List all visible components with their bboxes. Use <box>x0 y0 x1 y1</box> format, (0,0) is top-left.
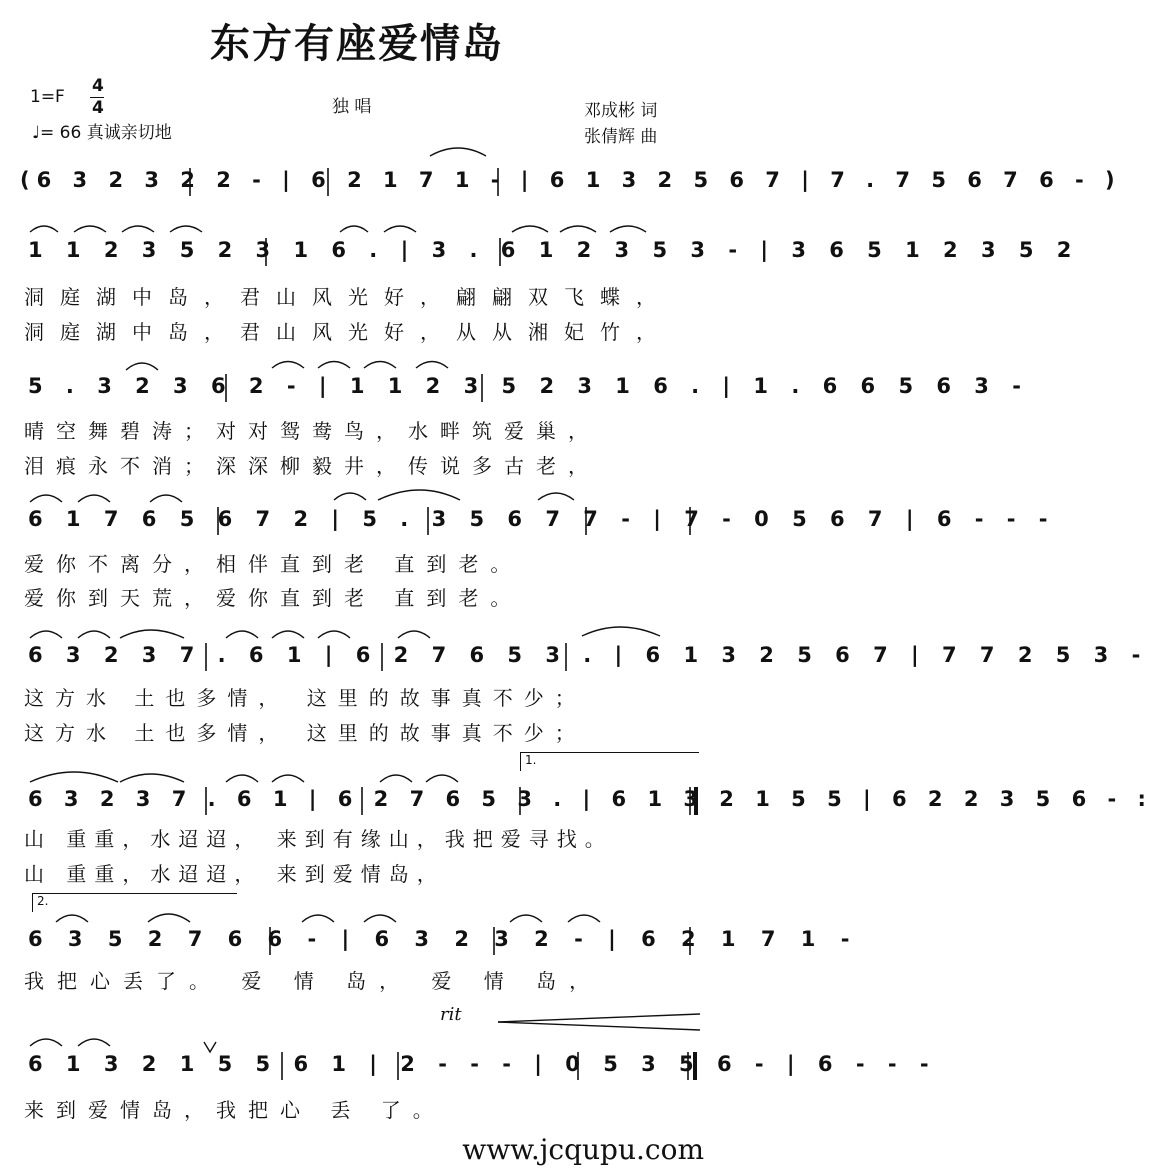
lyrics-line-6b: 山 重重，水迢迢， 来到爱情岛， <box>24 862 445 886</box>
notes-line-2: 1 1 2 3 5 2 3 1 6 . | 3 . 6 1 2 3 5 3 - | 3 6 5 1 2 3 5 2 <box>28 238 1080 262</box>
lyrics-line-5a: 这方水 土也多情， 这里的故事真不少； <box>24 686 586 710</box>
volta-2-label: 2. <box>37 894 49 908</box>
volta-bracket-2 <box>32 893 237 912</box>
performance-note: 独 唱 <box>332 97 372 117</box>
lyrics-line-3b: 泪痕永不消；深深柳毅井，传说多古老， <box>24 454 600 478</box>
lyrics-line-8a: 来到爱情岛，我把心 丢 了。 <box>24 1098 445 1122</box>
lyrics-line-6a: 山 重重，水迢迢， 来到有缘山，我把爱寻找。 <box>24 827 613 851</box>
volta-bracket-1 <box>520 752 699 771</box>
lyrics-line-7a: 我把心丢了。 爱 情 岛， 爱 情 岛， <box>24 969 603 993</box>
lyrics-line-4b: 爱你到天荒，爱你直到老 直到老。 <box>24 586 523 610</box>
volta-1-label: 1. <box>525 753 537 767</box>
composer-credit: 张倩辉 曲 <box>584 127 658 147</box>
key-signature: 1=F <box>30 87 65 107</box>
time-signature-bottom: 4 <box>92 98 104 118</box>
lyrics-line-2b: 洞庭湖中岛，君山风光好，从从湘妃竹， <box>24 320 672 344</box>
lyrics-line-4a: 爱你不离分，相伴直到老 直到老。 <box>24 552 523 576</box>
notes-line-4: 6 1 7 6 5 6 7 2 | 5 . 3 5 6 7 7 - | 7 - 0 5 6 7 | 6 - - - <box>28 507 1056 531</box>
tempo-marking: ♩= 66 真诚亲切地 <box>32 123 172 143</box>
notes-line-5: 6 3 2 3 7 . 6 1 | 6 2 7 6 5 3 . | 6 1 3 2 5 6 7 | 7 7 2 5 3 - <box>28 643 1149 667</box>
notes-line-3: 5 . 3 2 3 6 2 - | 1 1 2 3 5 2 3 1 6 . | 1 . 6 6 5 6 3 - <box>28 374 1029 398</box>
song-title: 东方有座爱情岛 <box>210 21 504 67</box>
lyrics-line-5b: 这方水 土也多情， 这里的故事真不少； <box>24 721 586 745</box>
notes-line-8: 6 1 3 2 1 5 5 6 1 | 2 - - - | 0 5 3 5 6 - | 6 - - - <box>28 1052 937 1076</box>
site-watermark: www.jcqupu.com <box>462 1133 704 1166</box>
notes-line-7: 6 3 5 2 7 6 6 - | 6 3 2 3 2 - | 6 2 1 7 1 - <box>28 927 859 951</box>
ritardando-marking: rit <box>440 1004 462 1025</box>
notes-line-6: 6 3 2 3 7 . 6 1 | 6 2 7 6 5 3 . | 6 1 3 2 1 5 5 | 6 2 2 3 5 6 - : <box>28 787 1153 811</box>
time-signature-top: 4 <box>92 76 104 96</box>
lyrics-line-3a: 晴空舞碧涛；对对鸳鸯鸟，水畔筑爱巢， <box>24 419 600 443</box>
notes-line-1: (6 3 2 3 2 2 - | 6 2 1 7 1 - | 6 1 3 2 5 6 7 | 7 . 7 5 6 7 6 - ) <box>20 168 1122 192</box>
lyrics-line-2a: 洞庭湖中岛，君山风光好，翩翩双飞蝶， <box>24 285 672 309</box>
lyricist-credit: 邓成彬 词 <box>584 101 658 121</box>
